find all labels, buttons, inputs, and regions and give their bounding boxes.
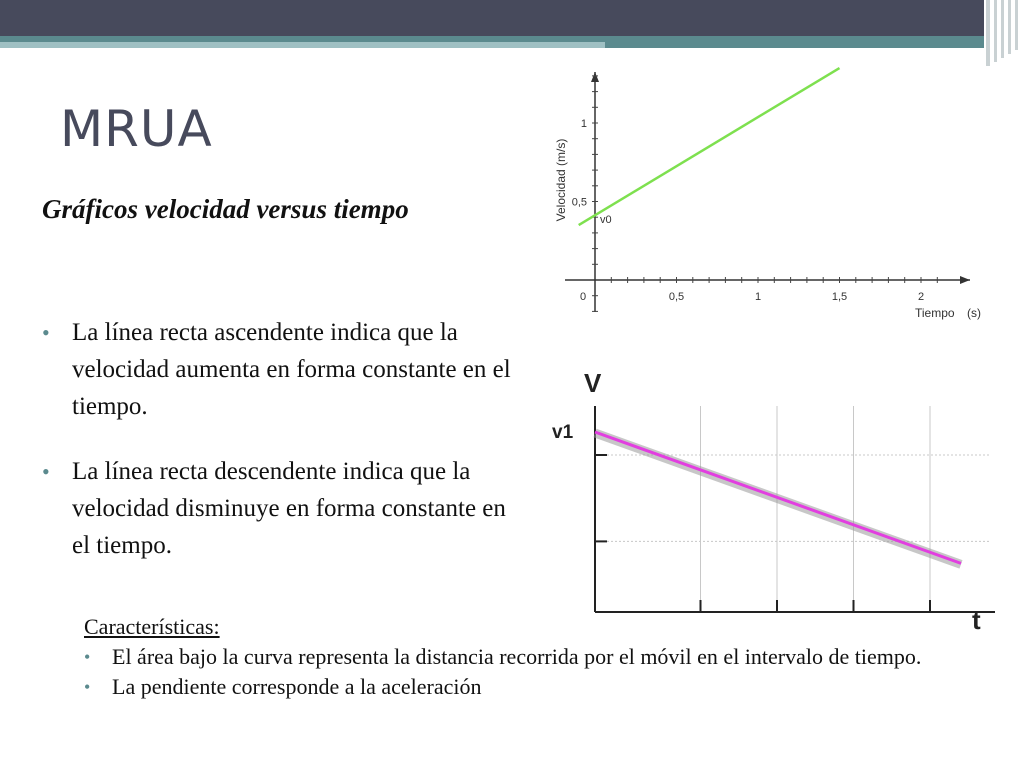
- slide-subtitle: Gráficos velocidad versus tiempo: [42, 194, 409, 224]
- chart1-x-tick-label: 2: [917, 291, 925, 303]
- chart1-axes: [565, 72, 970, 312]
- header-bar: [0, 0, 1024, 36]
- bullet-list: [42, 314, 522, 592]
- corner-decoration: [984, 0, 1024, 70]
- chart2-v1-label: v1: [552, 422, 574, 443]
- descending-velocity-chart: [548, 362, 1008, 637]
- chart1-y-arrow-icon: [591, 72, 599, 82]
- slide-title: MRUA: [60, 100, 213, 158]
- characteristics-text: La pendiente corresponde a la aceleración: [112, 674, 482, 699]
- chart1-y-axis-label: Velocidad (m/s): [554, 138, 568, 222]
- chart1-x-tick-label: 0,5: [668, 291, 685, 303]
- chart2-series-line: [595, 432, 961, 563]
- chart1-x-tick-label: 1,5: [831, 291, 848, 303]
- chart1-x-tick-label: 0: [579, 291, 587, 303]
- chart1-x-tick-label: 1: [754, 291, 762, 303]
- characteristics-text: El área bajo la curva representa la distancia recorrida por el móvil en el intervalo de tiempo.: [112, 644, 922, 669]
- chart1-series-line: [579, 68, 840, 225]
- characteristics-title: Características:: [84, 614, 220, 639]
- characteristics-list: [84, 645, 984, 705]
- chart1-y-tick-label: 0,5: [571, 196, 587, 209]
- chart2-y-axis-label: V: [584, 368, 602, 398]
- chart2-grid: [595, 406, 990, 612]
- chart1-v0-annotation: v0: [600, 214, 612, 226]
- bullet-item: [42, 314, 522, 425]
- chart1-y-tick-label: 1: [580, 118, 587, 130]
- bullet-dot-icon: •: [84, 677, 91, 697]
- ascending-velocity-chart: [545, 62, 985, 332]
- chart1-x-axis-unit: (s): [967, 306, 981, 320]
- characteristics-item: [84, 645, 984, 669]
- bullet-item: [42, 453, 522, 564]
- bullet-text: La línea recta ascendente indica que la velocidad aumenta en forma constante en el tiempo.: [72, 319, 511, 420]
- chart1-x-arrow-icon: [960, 276, 970, 284]
- bullet-dot-icon: •: [42, 459, 50, 484]
- bullet-text: La línea recta descendente indica que la velocidad disminuye en forma constante en el tiempo.: [72, 458, 506, 559]
- header-stripe-light: [0, 42, 605, 48]
- characteristics-item: [84, 675, 984, 699]
- bullet-dot-icon: •: [84, 647, 91, 667]
- chart2-x-axis-label: t: [972, 605, 981, 635]
- bullet-dot-icon: •: [42, 320, 50, 345]
- chart1-x-axis-label: Tiempo: [915, 306, 955, 320]
- chart1-ticks: [572, 76, 938, 312]
